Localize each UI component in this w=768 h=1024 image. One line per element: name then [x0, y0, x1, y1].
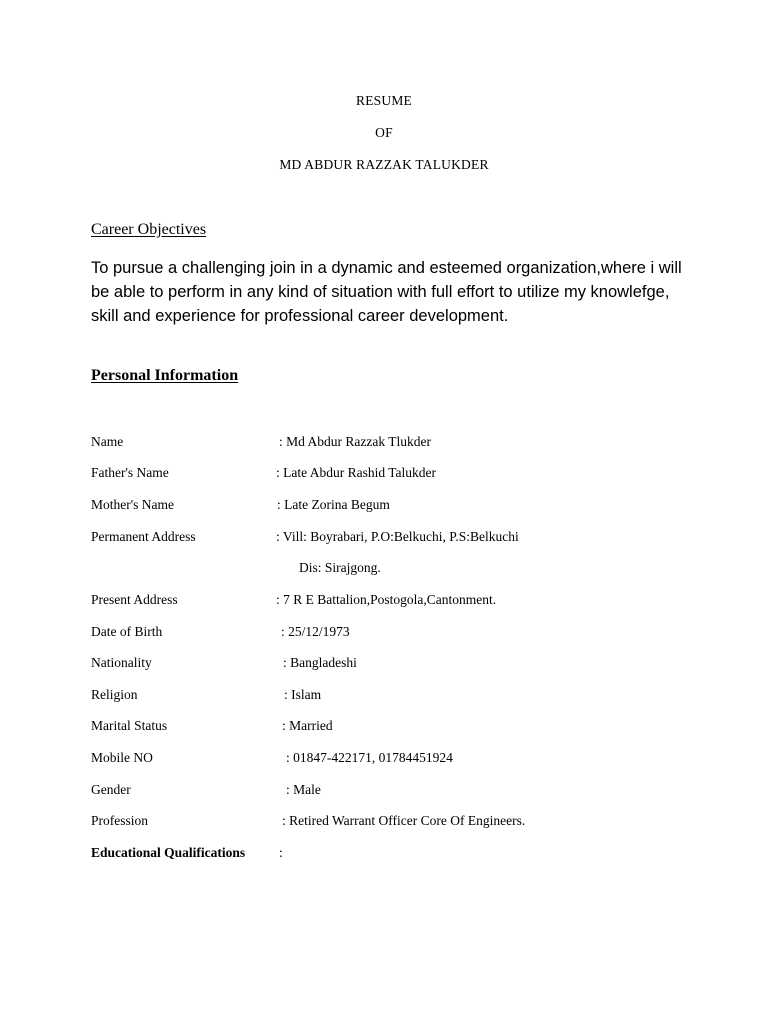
info-label: Father's Name — [91, 465, 169, 480]
resume-name-heading: MD ABDUR RAZZAK TALUKDER — [279, 157, 489, 172]
info-label: Name — [91, 434, 124, 449]
info-value: : Late Zorina Begum — [277, 497, 390, 512]
info-value: : Male — [286, 782, 321, 797]
info-label: Nationality — [91, 655, 152, 670]
info-label: Date of Birth — [91, 624, 163, 639]
info-value: : Islam — [284, 687, 322, 702]
career-objectives-heading: Career Objectives — [91, 221, 207, 238]
info-label: Permanent Address — [91, 529, 196, 544]
info-value: : Married — [282, 718, 333, 733]
info-value: : Retired Warrant Officer Core Of Engineers. — [282, 813, 526, 828]
info-value: : — [279, 845, 283, 860]
info-value: : Bangladeshi — [283, 655, 357, 670]
info-label: Educational Qualifications — [91, 845, 246, 860]
info-value: : Md Abdur Razzak Tlukder — [279, 434, 431, 449]
info-value: : Late Abdur Rashid Talukder — [276, 465, 437, 480]
info-label: Present Address — [91, 592, 178, 607]
info-label: Profession — [91, 813, 148, 828]
info-value: : Vill: Boyrabari, P.O:Belkuchi, P.S:Belkuchi — [276, 529, 519, 544]
info-label: Marital Status — [91, 718, 168, 733]
info-label: Mother's Name — [91, 497, 175, 512]
info-value: : 7 R E Battalion,Postogola,Cantonment. — [276, 592, 497, 607]
career-objectives-text: To pursue a challenging join in a dynamic and esteemed organization,where i will be able to perform in any kind of situation with full effort to utilize my knowlefge, skill and experience for professional career development. — [91, 259, 682, 325]
info-value: : 25/12/1973 — [281, 624, 350, 639]
info-label: Gender — [91, 782, 131, 797]
resume-title: RESUME — [356, 93, 412, 108]
info-value: Dis: Sirajgong. — [299, 560, 381, 575]
info-label: Mobile NO — [91, 750, 153, 765]
personal-information-heading: Personal Information — [91, 367, 239, 384]
info-value: : 01847-422171, 01784451924 — [286, 750, 453, 765]
info-label: Religion — [91, 687, 138, 702]
resume-of: OF — [375, 125, 393, 140]
